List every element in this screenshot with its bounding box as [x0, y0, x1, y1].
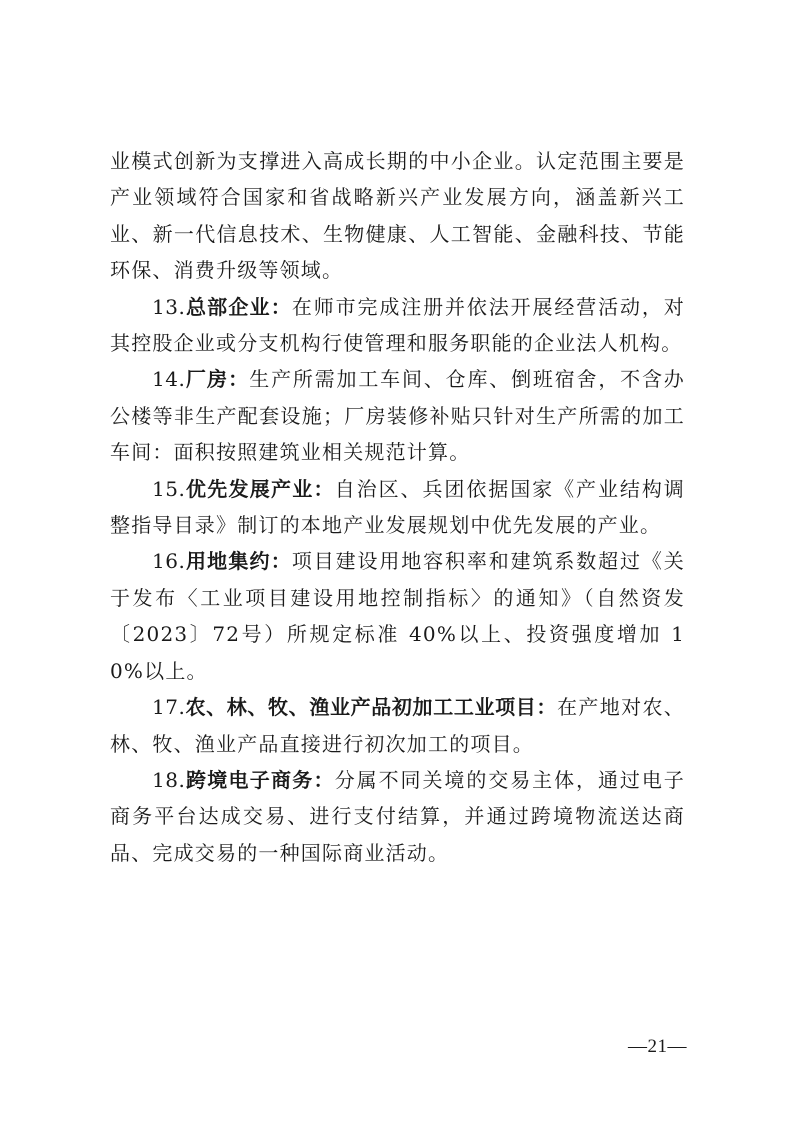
item-number: 16.: [152, 549, 186, 574]
definition-item-13: [110, 289, 685, 362]
continuation-paragraph: 业模式创新为支撑进入高成长期的中小企业。认定范围主要是产业领域符合国家和省战略新兴产业发展方向，涵盖新兴工业、新一代信息技术、生物健康、人工智能、金融科技、节能环保、消费升级等领域。: [110, 149, 685, 283]
item-text: 分属不同关境的交易主体，通过电子商务平台达成交易、进行支付结算，并通过跨境物流送达商品、完成交易的一种国际商业活动。: [110, 767, 686, 865]
item-term: 厂房：: [185, 367, 250, 392]
item-term: 用地集约：: [185, 549, 292, 574]
item-term: 总部企业：: [185, 294, 292, 319]
item-term: 跨境电子商务：: [185, 767, 335, 792]
item-number: 14.: [152, 367, 186, 392]
item-number: 15.: [152, 476, 186, 501]
item-number: 13.: [152, 294, 186, 319]
definition-item-18: [110, 762, 685, 871]
page-number: —21—: [628, 1036, 687, 1057]
document-body: [110, 143, 685, 871]
item-text: 项目建设用地容积率和建筑系数超过《关于发布〈工业项目建设用地控制指标〉的通知》（自然资发〔2023〕72号）所规定标准 40%以上、投资强度增加 10%以上。: [110, 549, 686, 683]
item-text: 生产所需加工车间、仓库、倒班宿舍，不含办公楼等非生产配套设施；厂房装修补贴只针对生产所需的加工车间：面积按照建筑业相关规范计算。: [110, 367, 686, 465]
item-term: 优先发展产业：: [185, 476, 335, 501]
definition-item-17: [110, 689, 685, 762]
definition-item-14: [110, 361, 685, 470]
definition-item-16: [110, 543, 685, 689]
definition-item-15: [110, 471, 685, 544]
item-text: 自治区、兵团依据国家《产业结构调整指导目录》制订的本地产业发展规划中优先发展的产业。: [110, 476, 686, 538]
item-number: 17.: [152, 695, 186, 720]
item-text: 在师市完成注册并依法开展经营活动，对其控股企业或分支机构行使管理和服务职能的企业法人机构。: [110, 294, 686, 356]
item-text: 在产地对农、林、牧、渔业产品直接进行初次加工的项目。: [110, 695, 686, 756]
item-term: 农、林、牧、渔业产品初加工工业项目：: [185, 695, 558, 720]
item-number: 18.: [152, 767, 186, 792]
